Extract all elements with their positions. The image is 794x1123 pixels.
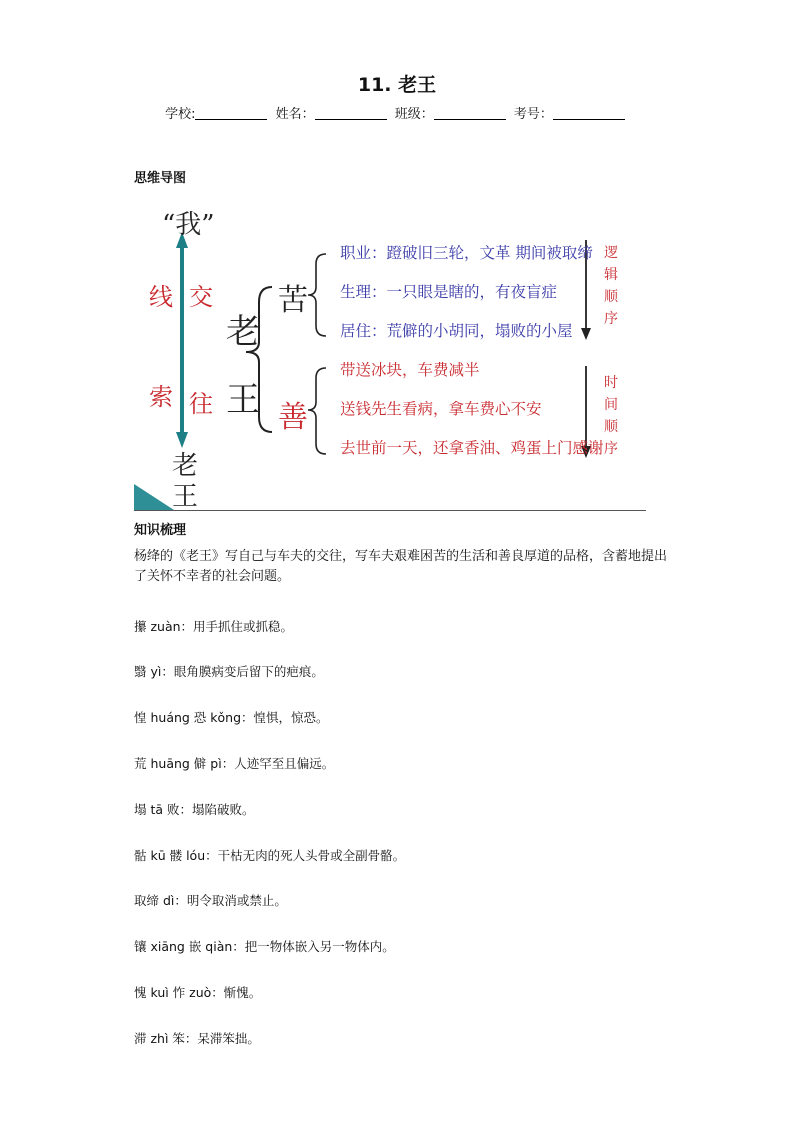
page-title: 11. 老王 [357,74,437,96]
corner-decoration [134,484,174,510]
xian-char: 线 [149,283,173,311]
mindmap-image [134,192,646,511]
vocab-item: 塌 tā 败：塌陷破败。 [134,802,255,817]
ku-line-residence: 居住：荒僻的小胡同，塌败的小屋 [340,322,573,340]
center-lao: 老 [226,312,260,352]
class-blank[interactable] [434,107,506,120]
vocab-item: 骷 kū 髅 lóu：干枯无肉的死人头骨或全副骨骼。 [134,848,406,863]
time-order-char: 顺 [604,419,618,435]
vocab-item: 滞 zhì 笨：呆滞笨拙。 [134,1031,260,1046]
exam-number-label: 考号： [513,107,553,122]
name-blank[interactable] [315,107,387,120]
vocab-item: 惶 huáng 恐 kǒng：惶惧，惊恐。 [134,710,329,725]
laowang-wang: 王 [172,482,199,511]
logic-order-arrow-head [581,328,591,340]
vocab-item: 取缔 dì：明令取消或禁止。 [134,893,287,908]
mindmap-heading: 思维导图 [134,171,187,186]
logic-order-label [604,242,620,330]
jiao-char: 交 [189,283,213,311]
suo-char: 索 [149,383,173,411]
shan-brace [308,368,326,454]
vocab-item: 愧 kuì 怍 zuò：惭愧。 [134,985,262,1000]
logic-order-char: 逻 [604,245,618,261]
ku-line-occupation: 职业：蹬破旧三轮，文革 期间被取缔 [340,244,593,262]
name-label: 姓名： [275,107,315,122]
exam-number-blank[interactable] [553,107,625,120]
shan-line-ice: 带送冰块，车费减半 [340,361,480,379]
vocab-item: 攥 zuàn：用手抓住或抓稳。 [134,619,294,634]
ku-brace [308,254,326,336]
logic-order-char: 序 [604,311,618,327]
shan-line-money: 送钱先生看病，拿车费心不安 [340,400,542,418]
ku-char: 苦 [278,283,308,318]
time-order-char: 间 [604,397,618,413]
shan-line-thanks: 去世前一天，还拿香油、鸡蛋上门感谢 [340,439,604,457]
class-label: 班级： [394,107,434,122]
logic-order-char: 辑 [604,267,618,283]
ku-line-physiology: 生理：一只眼是瞎的，有夜盲症 [340,283,558,301]
logic-order-char: 顺 [604,289,618,305]
time-order-char: 时 [604,375,618,391]
shan-char: 善 [278,400,308,435]
school-label: 学校: [165,107,196,122]
time-order-label [604,372,620,460]
vocab-item: 镶 xiāng 嵌 qiàn：把一物体嵌入另一物体内。 [134,939,395,954]
summary-paragraph: 杨绛的《老王》写自己与车夫的交往，写车夫艰难困苦的生活和善良厚道的品格，含蓄地提出了关怀不幸者的社会问题。 [134,549,668,584]
laowang-lao: 老 [172,451,199,481]
vocab-item: 翳 yì：眼角膜病变后留下的疤痕。 [134,664,324,679]
vocab-item: 荒 huāng 僻 pì：人迹罕至且偏远。 [134,756,335,771]
student-info-line [0,103,794,122]
knowledge-heading: 知识梳理 [134,523,187,538]
school-blank[interactable] [195,107,267,120]
wo-label: “我” [162,210,215,240]
time-order-char: 序 [604,441,618,457]
center-wang: 王 [226,380,260,420]
wang-char: 往 [189,390,213,418]
